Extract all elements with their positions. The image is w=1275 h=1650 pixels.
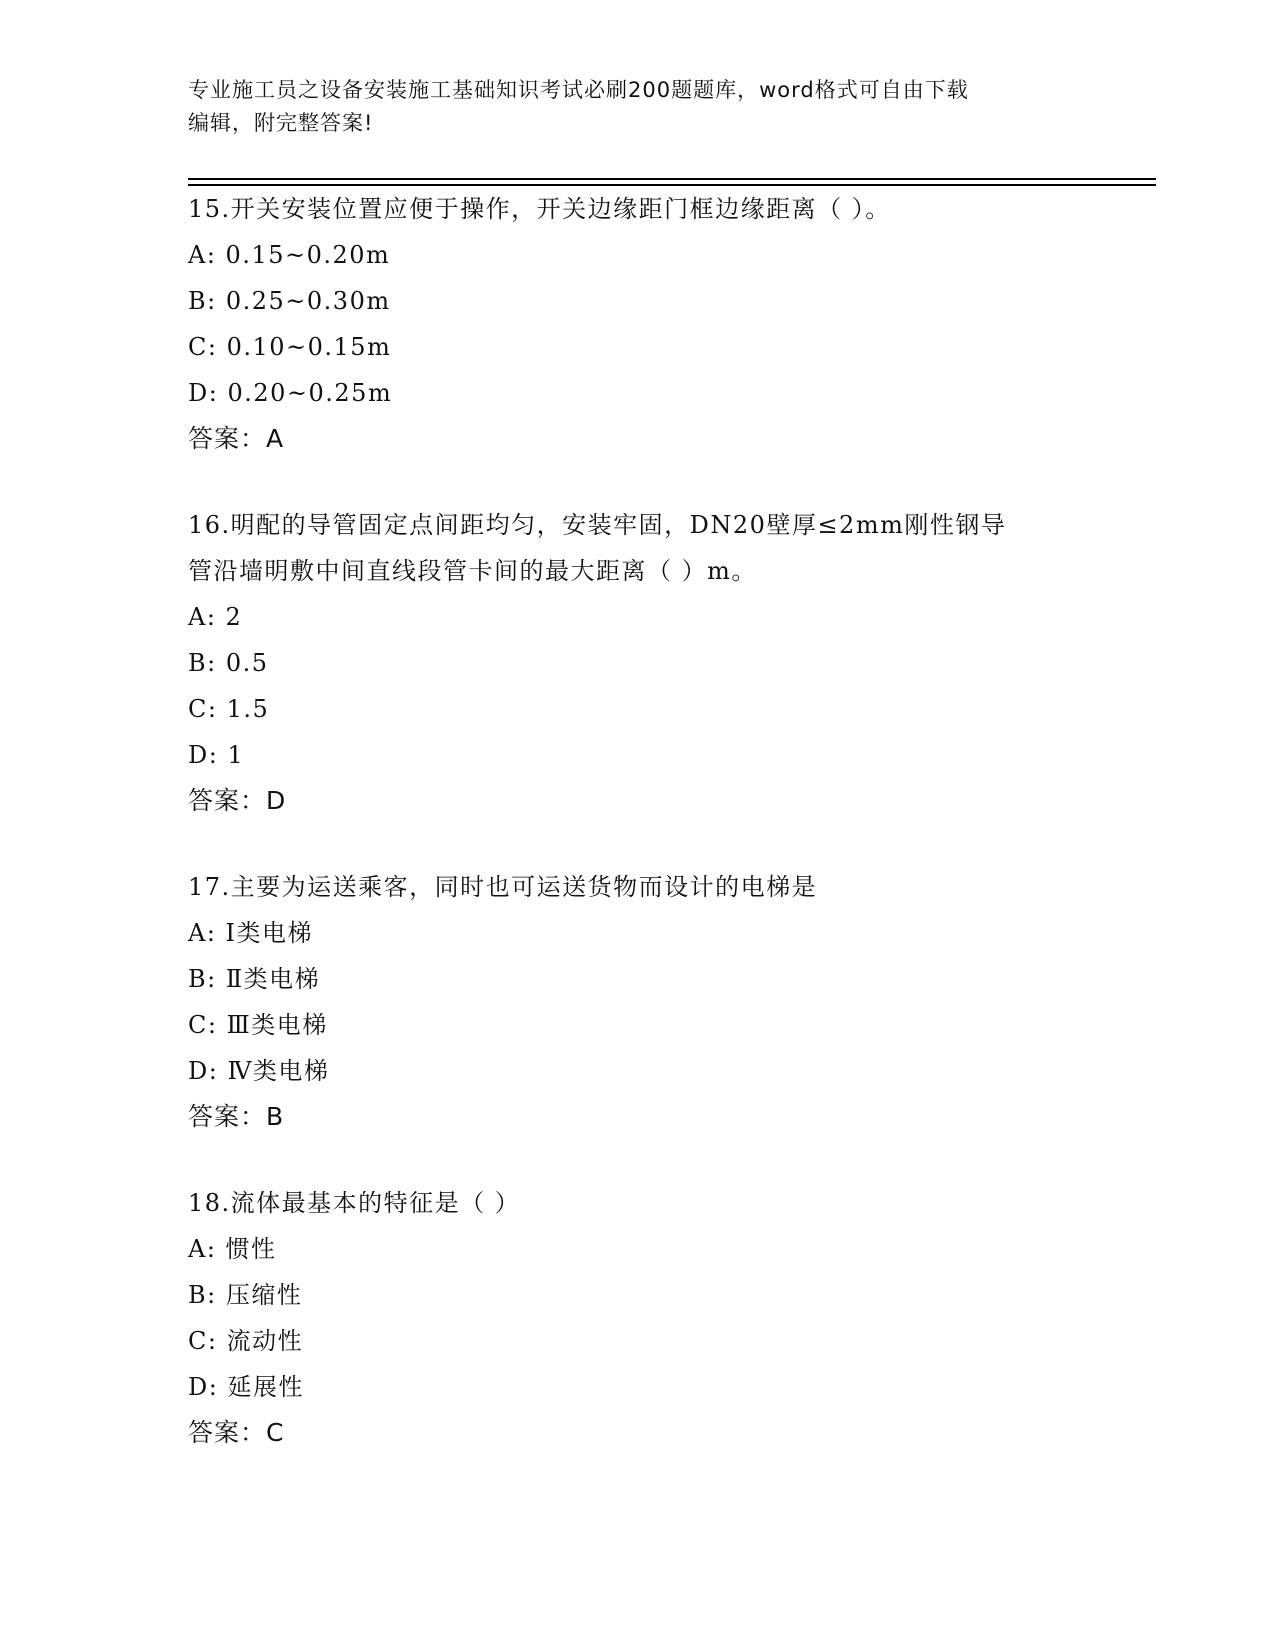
option-c: C: Ⅲ类电梯 bbox=[188, 1011, 328, 1039]
answer-line: 答案：C bbox=[188, 1418, 285, 1447]
option-d: D: Ⅳ类电梯 bbox=[188, 1057, 330, 1085]
question-15 bbox=[188, 186, 1088, 462]
header-line-2: 编辑，附完整答案! bbox=[188, 111, 374, 135]
option-d: D: 0.20~0.25m bbox=[188, 379, 393, 407]
question-18 bbox=[188, 1180, 1088, 1456]
option-c: C: 0.10~0.15m bbox=[188, 333, 392, 361]
option-b: B: Ⅱ类电梯 bbox=[188, 965, 321, 993]
question-stem-line-1: 16.明配的导管固定点间距均匀，安装牢固，DN20壁厚≤2mm刚性钢导 bbox=[188, 511, 1007, 539]
question-stem: 18.流体最基本的特征是（ ） bbox=[188, 1189, 521, 1217]
header-line-1: 专业施工员之设备安装施工基础知识考试必刷200题题库，word格式可自由下载 bbox=[188, 78, 969, 102]
option-a: A: 2 bbox=[188, 603, 243, 631]
answer-line: 答案：D bbox=[188, 786, 287, 815]
question-stem-line-2: 管沿墙明敷中间直线段管卡间的最大距离（ ）m。 bbox=[188, 557, 757, 585]
option-b: B: 压缩性 bbox=[188, 1281, 303, 1309]
answer-line: 答案：B bbox=[188, 1102, 285, 1131]
option-b: B: 0.5 bbox=[188, 649, 269, 677]
question-stem: 15.开关安装位置应便于操作，开关边缘距门框边缘距离（ ）。 bbox=[188, 195, 891, 223]
option-c: C: 1.5 bbox=[188, 695, 270, 723]
header-divider-top bbox=[188, 178, 1156, 180]
option-d: D: 延展性 bbox=[188, 1373, 304, 1401]
option-a: A: 惯性 bbox=[188, 1235, 277, 1263]
answer-line: 答案：A bbox=[188, 424, 285, 453]
question-stem: 17.主要为运送乘客，同时也可运送货物而设计的电梯是 bbox=[188, 873, 818, 901]
question-16 bbox=[188, 502, 1088, 824]
question-17 bbox=[188, 864, 1088, 1140]
option-a: A: Ⅰ类电梯 bbox=[188, 919, 314, 947]
option-b: B: 0.25~0.30m bbox=[188, 287, 391, 315]
option-d: D: 1 bbox=[188, 741, 245, 769]
option-c: C: 流动性 bbox=[188, 1327, 304, 1355]
document-header bbox=[188, 74, 1088, 140]
option-a: A: 0.15~0.20m bbox=[188, 241, 391, 269]
